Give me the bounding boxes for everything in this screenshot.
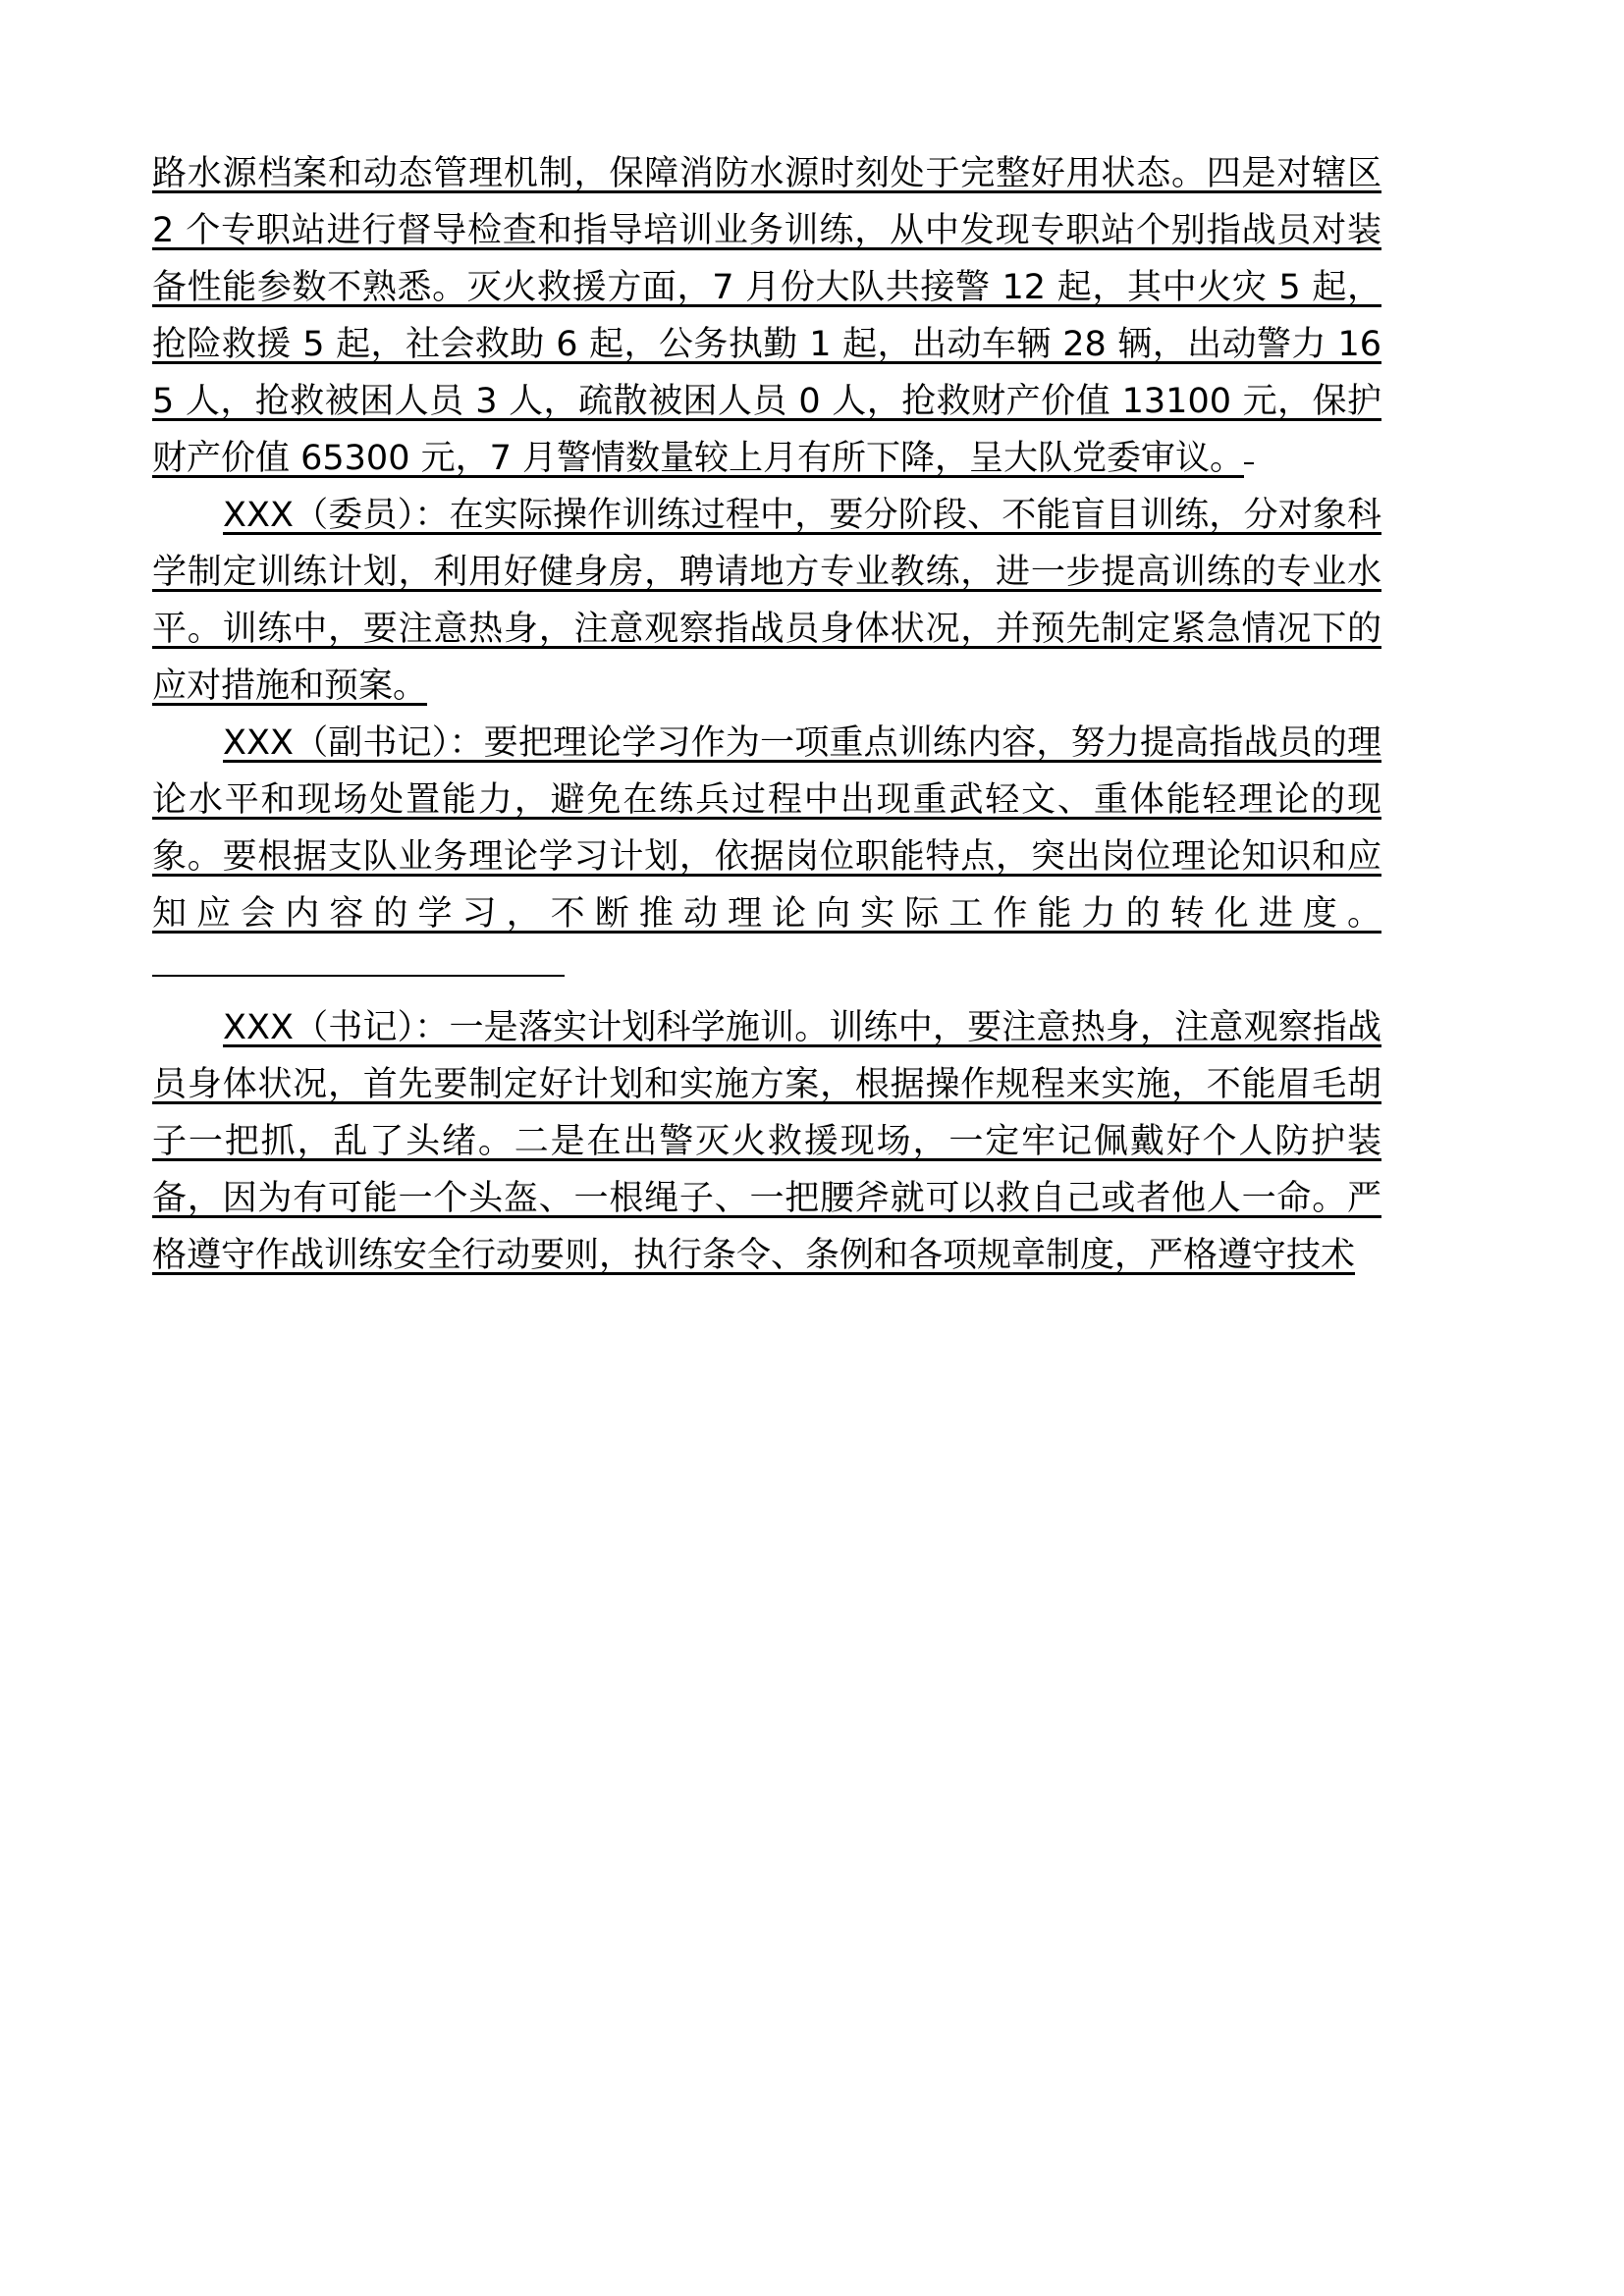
paragraph-continuation — [152, 145, 1381, 487]
paragraph-deputy-secretary — [152, 715, 1381, 999]
underline-tail — [1244, 433, 1254, 464]
paragraph-text: 路水源档案和动态管理机制，保障消防水源时刻处于完整好用状态。四是对辖区 2 个专职站进行督导检查和指导培训业务训练，从中发现专职站个别指战员对装备性能参数不熟悉。灭火救援方面，7 月份大队共接警 12 起，其中火灾 5 起，抢险救援 5 起，社会救助 6 起，公务执勤 1 起，出动车辆 28 辆，出动警力 165 人，抢救被困人员 3 人，疏散被困人员 0 人，抢救财产价值 13100 元，保护财产价值 65300 元，7 月警情数量较上月有所下降，呈大队党委审议。 — [152, 154, 1381, 478]
paragraph-text: XXX（书记）：一是落实计划科学施训。训练中，要注意热身，注意观察指战员身体状况，首先要制定好计划和实施方案，根据操作规程来实施，不能眉毛胡子一把抓，乱了头绪。二是在出警灭火救援现场，一定牢记佩戴好个人防护装备，因为有可能一个头盔、一根绳子、一把腰斧就可以救自己或者他人一命。严格遵守作战训练安全行动要则，执行条令、条例和各项规章制度，严格遵守技术 — [152, 1008, 1381, 1275]
underline-tail — [152, 945, 565, 977]
paragraph-committee-member — [152, 487, 1381, 715]
document-text-body — [152, 145, 1381, 1284]
paragraph-text: XXX（副书记）：要把理论学习作为一项重点训练内容，努力提高指战员的理论水平和现场处置能力，避免在练兵过程中出现重武轻文、重体能轻理论的现象。要根据支队业务理论学习计划，依据岗位职能特点，突出岗位理论知识和应知应会内容的学习，不断推动理论向实际工作能力的转化进度。 — [152, 723, 1381, 934]
paragraph-secretary — [152, 999, 1381, 1284]
paragraph-text: XXX（委员）：在实际操作训练过程中，要分阶段、不能盲目训练，分对象科学制定训练计划，利用好健身房，聘请地方专业教练，进一步提高训练的专业水平。训练中，要注意热身，注意观察指战员身体状况，并预先制定紧急情况下的应对措施和预案。 — [152, 496, 1381, 706]
